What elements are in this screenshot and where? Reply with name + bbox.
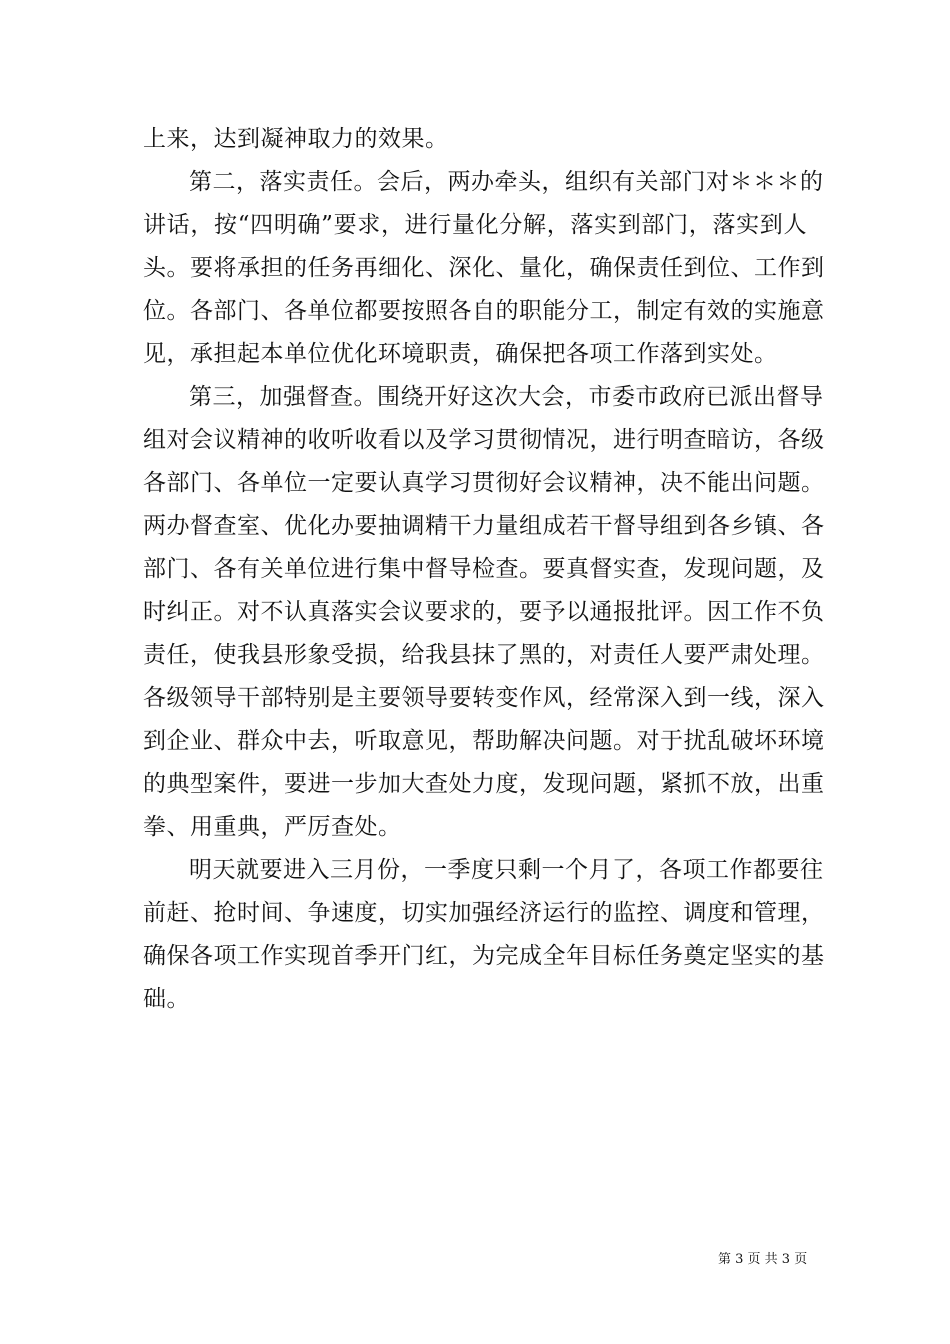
- paragraph-4-first-line: 明天就要进入三月份，一季度只剩一个月了，各项工作都要往: [189, 857, 824, 883]
- text-line: 责任，使我县形象受损，给我县抹了黑的，对责任人要严肃处理。: [143, 642, 825, 668]
- text-line: 上来，达到凝神取力的效果。: [143, 126, 449, 152]
- page-number-footer: 第 3 页 共 3 页: [718, 1252, 808, 1267]
- text-line: 础。: [143, 986, 190, 1012]
- text-line: 部门、各有关单位进行集中督导检查。要真督实查，发现问题，及: [143, 556, 825, 582]
- text-line: 确保各项工作实现首季开门红，为完成全年目标任务奠定坚实的基: [143, 943, 825, 969]
- text-line: 时纠正。对不认真落实会议要求的，要予以通报批评。因工作不负: [143, 599, 825, 625]
- text-line: 位。各部门、各单位都要按照各自的职能分工，制定有效的实施意: [143, 298, 825, 324]
- text-line: 组对会议精神的收听收看以及学习贯彻情况，进行明查暗访，各级: [143, 427, 825, 453]
- text-line: 头。要将承担的任务再细化、深化、量化，确保责任到位、工作到: [143, 255, 825, 281]
- text-line: 各部门、各单位一定要认真学习贯彻好会议精神，决不能出问题。: [143, 470, 825, 496]
- paragraph-3-first-line: 第三，加强督查。围绕开好这次大会，市委市政府已派出督导: [189, 384, 824, 410]
- text-line: 两办督查室、优化办要抽调精干力量组成若干督导组到各乡镇、各: [143, 513, 825, 539]
- text-line: 拳、用重典，严厉查处。: [143, 814, 402, 840]
- text-line: 讲话，按“四明确”要求，进行量化分解，落实到部门，落实到人: [143, 212, 807, 238]
- paragraph-2-first-line: 第二，落实责任。会后，两办牵头，组织有关部门对＊＊＊的: [189, 169, 824, 195]
- text-line: 前赶、抢时间、争速度，切实加强经济运行的监控、调度和管理，: [143, 900, 825, 926]
- text-line: 到企业、群众中去，听取意见，帮助解决问题。对于扰乱破坏环境: [143, 728, 825, 754]
- text-line: 各级领导干部特别是主要领导要转变作风，经常深入到一线，深入: [143, 685, 825, 711]
- text-line: 见，承担起本单位优化环境职责，确保把各项工作落到实处。: [143, 341, 778, 367]
- document-body: [143, 118, 825, 1021]
- text-line: 的典型案件，要进一步加大查处力度，发现问题，紧抓不放，出重: [143, 771, 825, 797]
